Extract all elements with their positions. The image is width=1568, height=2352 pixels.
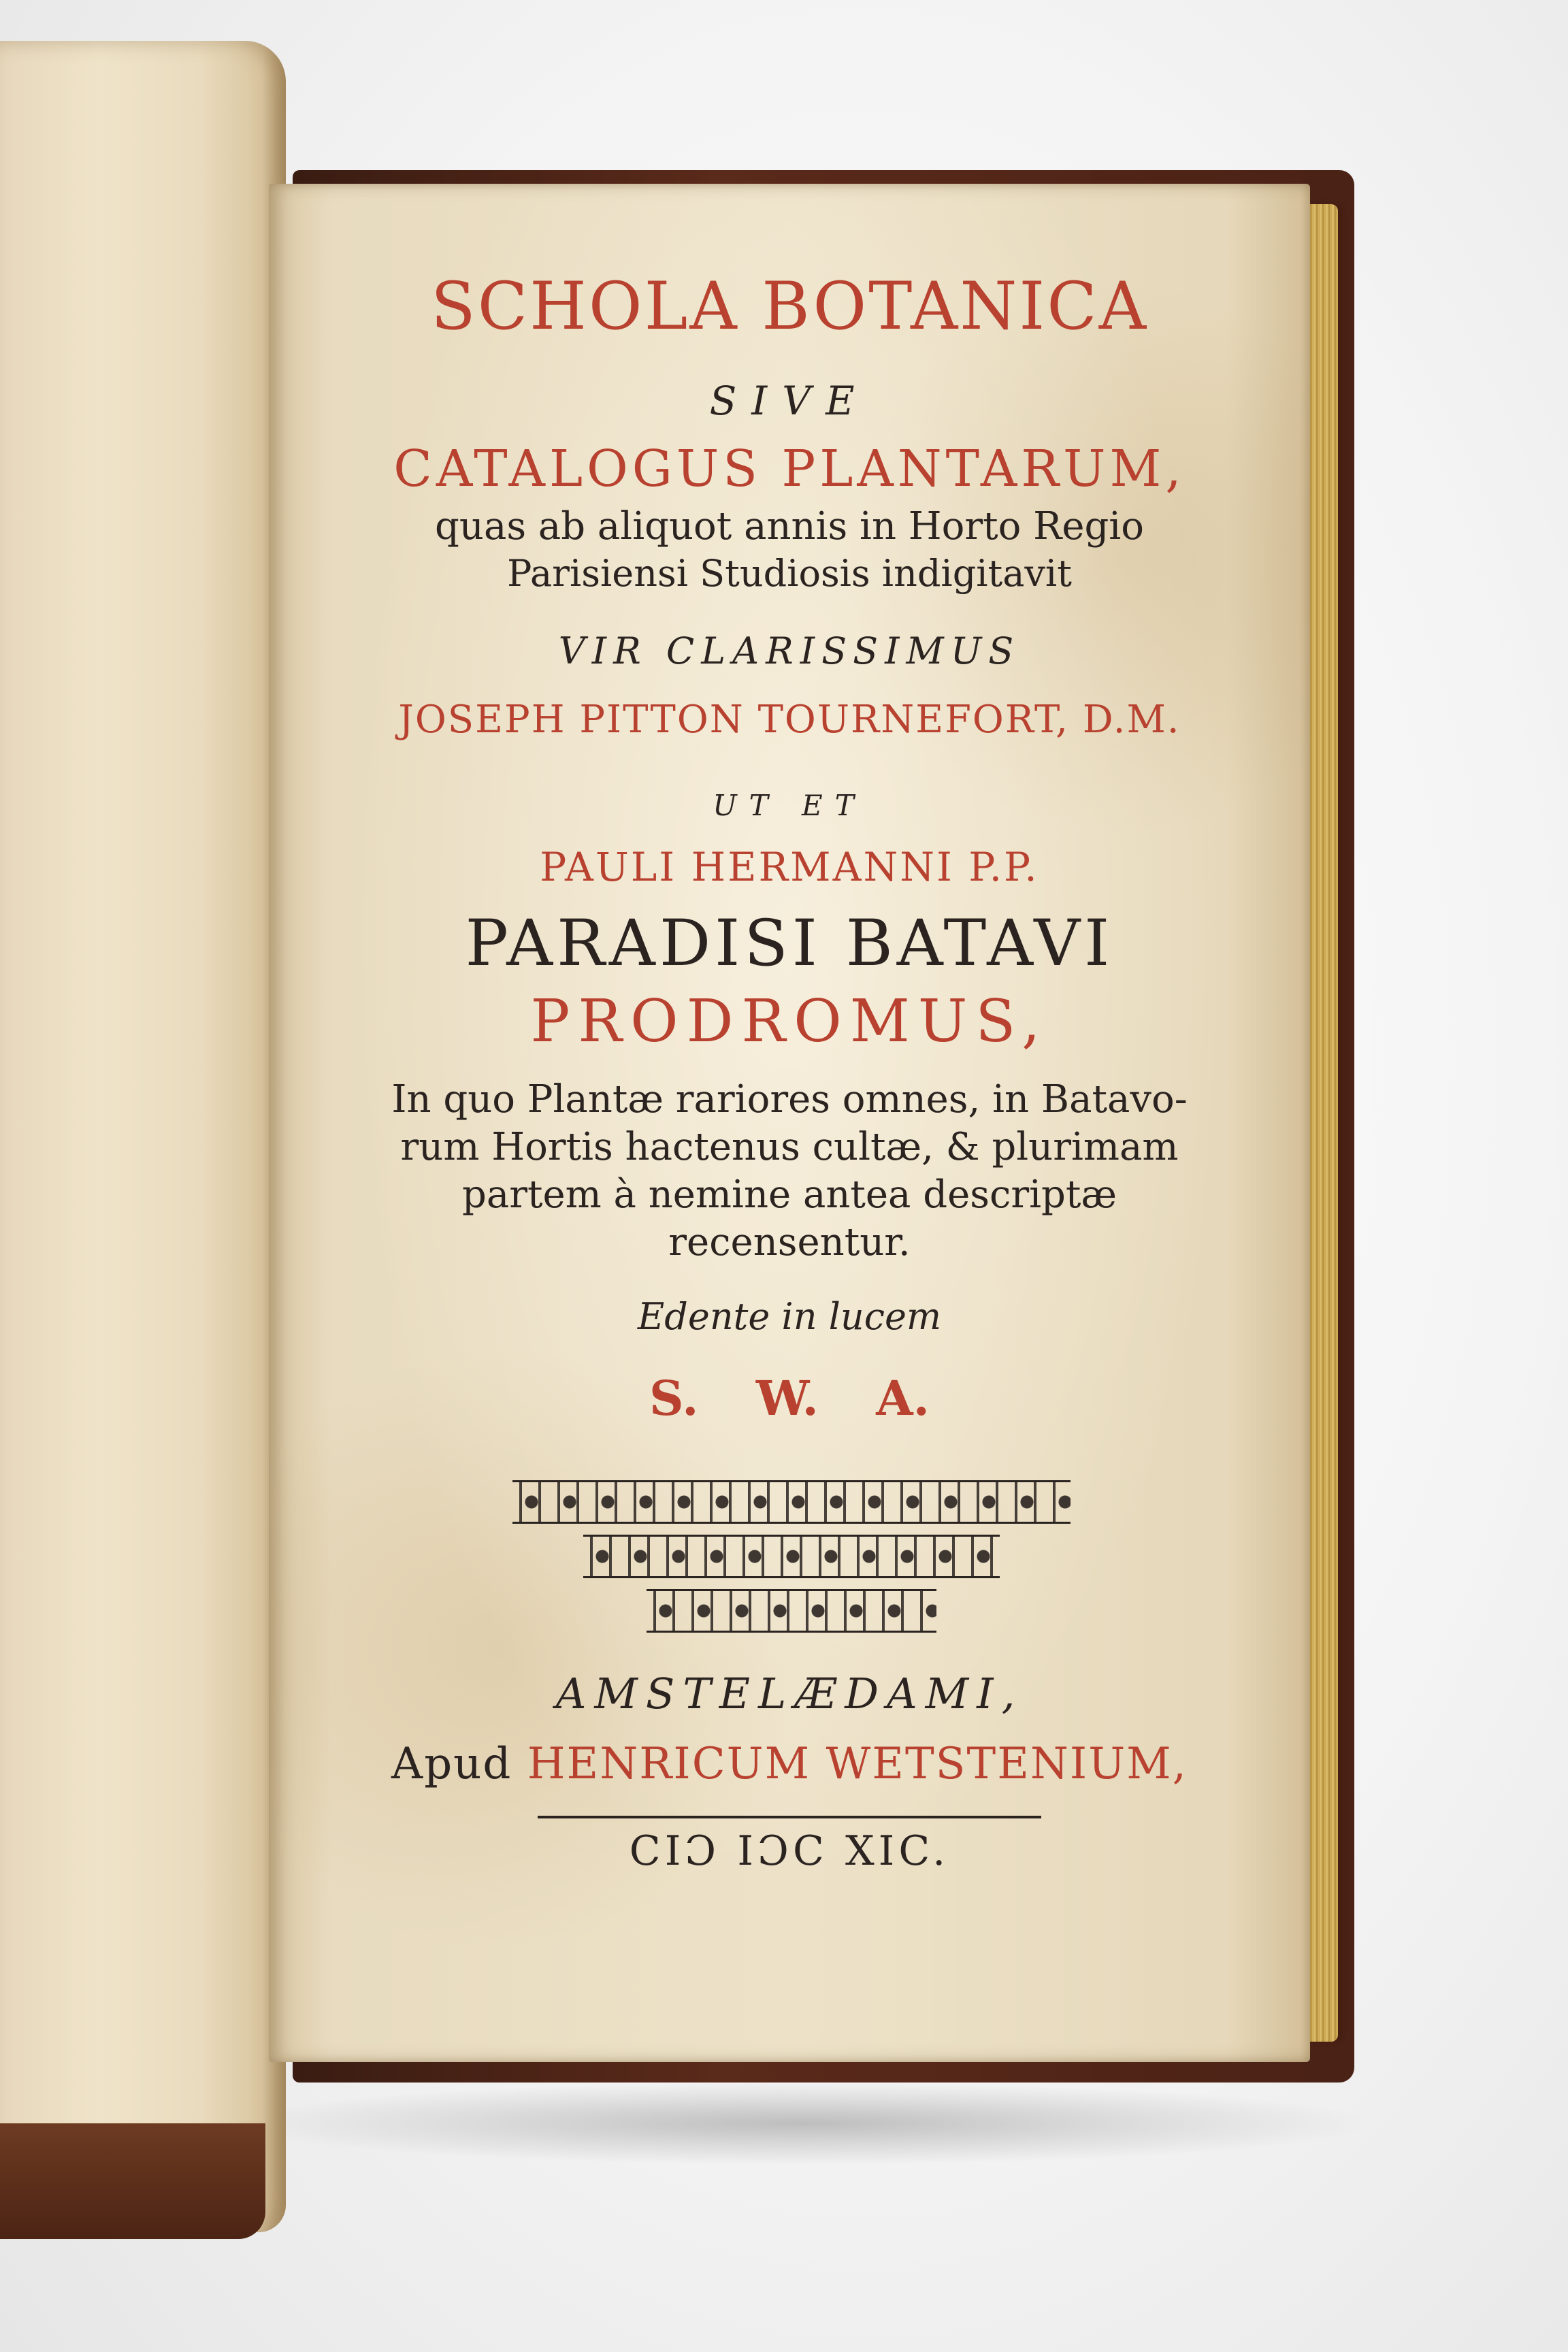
description-line-1: In quo Plantæ rariores omnes, in Batavo-: [391, 1077, 1188, 1122]
publisher-name: HENRICUM WETSTENIUM,: [527, 1739, 1188, 1789]
description-line-3: partem à nemine antea descriptæ: [461, 1173, 1117, 1217]
ornament-band-middle: [583, 1535, 1000, 1578]
ornament-band-bottom: [647, 1589, 936, 1633]
date-line: CIƆ IƆC XIC.: [629, 1827, 950, 1875]
book-title: SCHOLA BOTANICA: [430, 268, 1149, 344]
author-line: JOSEPH PITTON TOURNEFORT, D.M.: [398, 698, 1181, 742]
imprint-rule: [538, 1816, 1041, 1818]
left-flyleaf: [0, 41, 286, 2232]
pauli-line: PAULI HERMANNI P.P.: [540, 844, 1039, 890]
place-line: AMSTELÆDAMI,: [555, 1669, 1024, 1718]
sive-line: SIVE: [709, 378, 870, 424]
description-line-2: rum Hortis hactenus cultæ, & plurimam: [400, 1125, 1179, 1169]
title-page: [269, 184, 1310, 2062]
vir-line: VIR CLARISSIMUS: [558, 630, 1021, 672]
description-line-4: recensentur.: [668, 1220, 911, 1264]
book-shadow: [245, 2082, 1361, 2164]
parisiensi-line: Parisiensi Studiosis indigitavit: [507, 552, 1072, 595]
ornament-band-top: [512, 1480, 1071, 1524]
edente-line: Edente in lucem: [637, 1295, 942, 1338]
left-cover-corner: [0, 2123, 265, 2239]
apud-word: Apud: [391, 1739, 512, 1789]
paradisi-line: PARADISI BATAVI: [465, 906, 1114, 981]
ut-et-line: UT ET: [713, 789, 866, 822]
quas-line: quas ab aliquot annis in Horto Regio: [435, 504, 1144, 549]
imprint-line: [269, 1739, 1310, 1789]
prodromus-line: PRODROMUS,: [530, 987, 1049, 1056]
initials-line: S. W. A.: [649, 1370, 930, 1426]
gilt-page-edges: [1307, 204, 1338, 2042]
catalogus-line: CATALOGUS PLANTARUM,: [393, 440, 1186, 498]
